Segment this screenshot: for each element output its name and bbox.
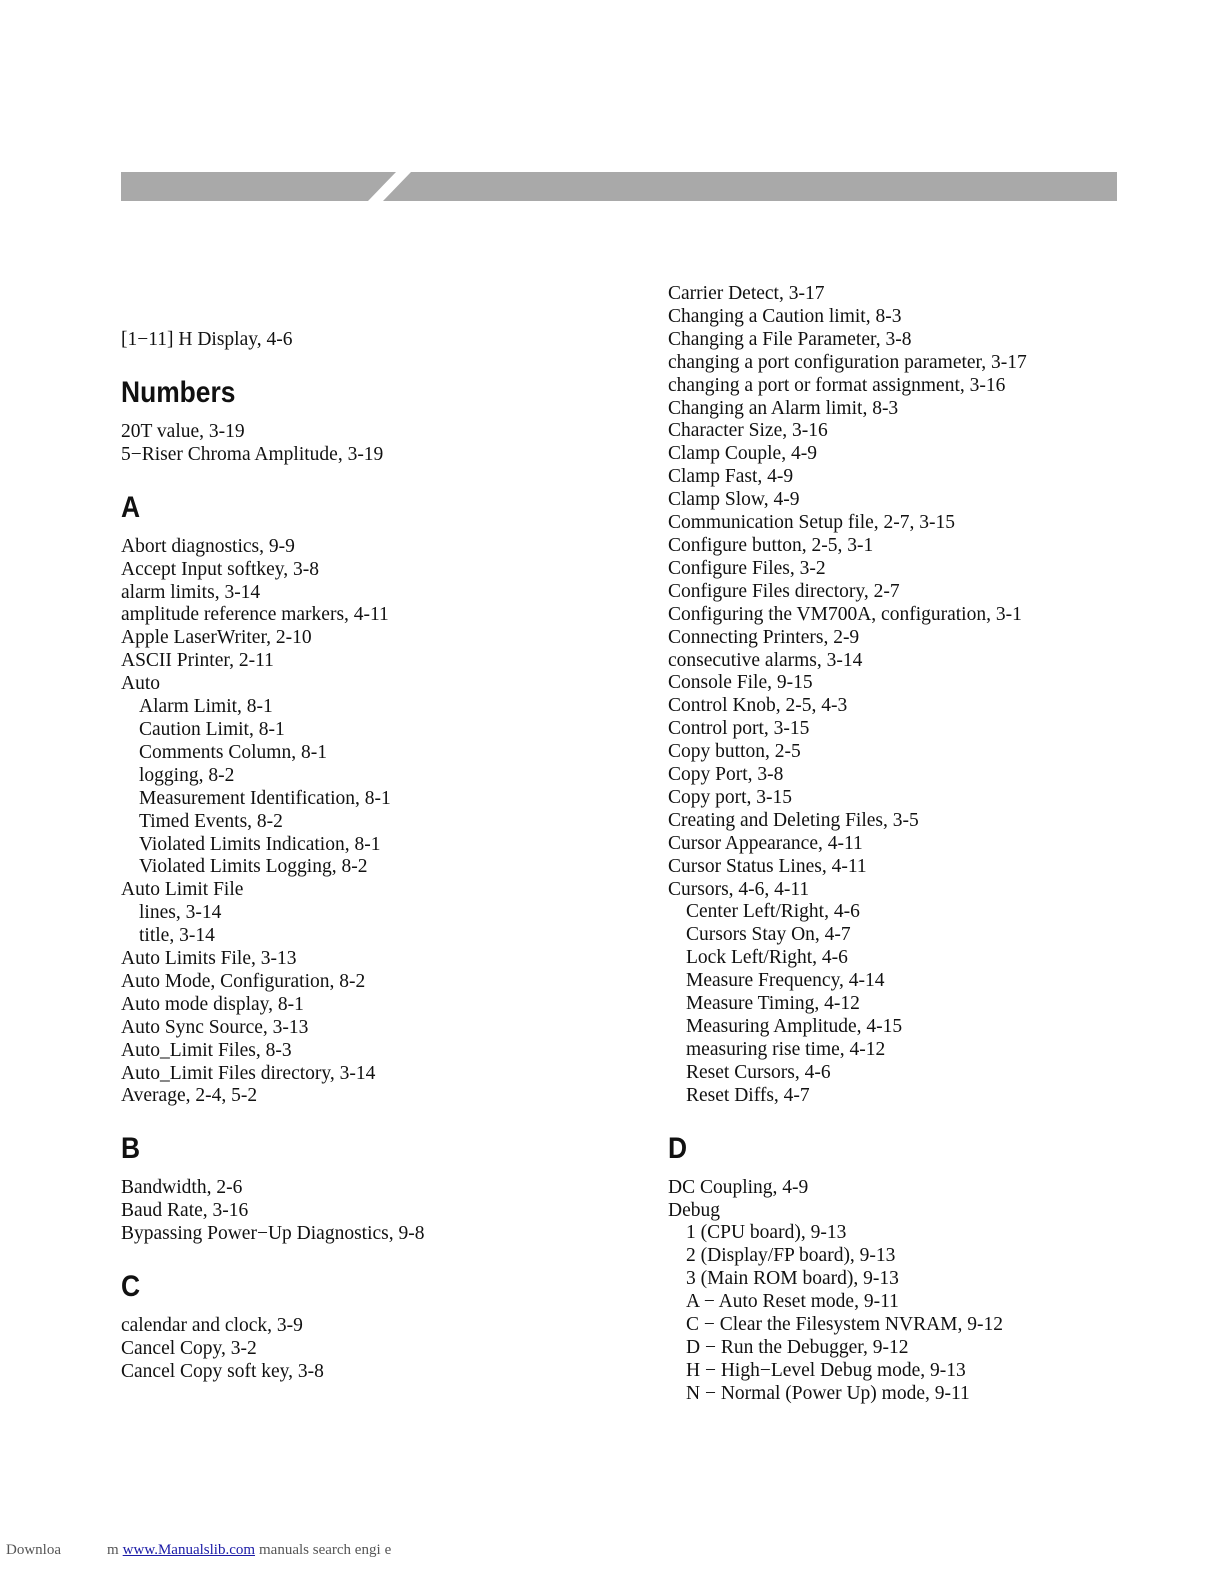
index-subentry: Comments Column, 8-1	[139, 741, 327, 763]
index-entry: Changing a Caution limit, 8-3	[668, 305, 902, 327]
index-entry: changing a port or format assignment, 3-16	[668, 374, 1006, 396]
index-entry: Cursor Status Lines, 4-11	[668, 855, 867, 877]
index-subentry: H − High−Level Debug mode, 9-13	[686, 1359, 966, 1381]
index-entry: Clamp Slow, 4-9	[668, 489, 800, 511]
index-entry: ASCII Printer, 2-11	[121, 650, 274, 672]
index-section	[121, 490, 661, 1109]
index-section	[668, 1131, 1208, 1406]
index-entry: amplitude reference markers, 4-11	[121, 604, 389, 626]
index-entry: [1−11] H Display, 4-6	[121, 329, 293, 350]
index-subentry: Lock Left/Right, 4-6	[686, 947, 848, 969]
index-entry: Abort diagnostics, 9-9	[121, 535, 295, 557]
index-entry: 20T value, 3-19	[121, 420, 245, 442]
index-entry: Auto Sync Source, 3-13	[121, 1016, 309, 1038]
index-entry: Bandwidth, 2-6	[121, 1177, 243, 1199]
index-subentry: measuring rise time, 4-12	[686, 1038, 886, 1060]
footer-text-3: manuals search engi	[259, 1542, 381, 1558]
index-subentry: Measurement Identification, 8-1	[139, 787, 391, 809]
index-entry: Debug	[668, 1199, 720, 1221]
index-subentry: C − Clear the Filesystem NVRAM, 9-12	[686, 1314, 1004, 1336]
index-subentry: Center Left/Right, 4-6	[686, 901, 860, 923]
index-entry: Bypassing Power−Up Diagnostics, 9-8	[121, 1223, 425, 1245]
index-entry: Creating and Deleting Files, 3-5	[668, 809, 919, 831]
right-sections	[668, 1131, 1208, 1406]
footer-text-2: m	[107, 1542, 119, 1558]
index-entry: changing a port configuration parameter, 3-17	[668, 351, 1027, 373]
left-sections	[121, 375, 661, 1384]
index-entry: Auto Mode, Configuration, 8-2	[121, 970, 366, 992]
index-subentry: 3 (Main ROM board), 9-13	[686, 1268, 899, 1290]
index-subentry: Caution Limit, 8-1	[139, 718, 285, 740]
index-entry: Copy port, 3-15	[668, 786, 793, 808]
index-entry: Configure Files, 3-2	[668, 557, 826, 579]
section-heading: C	[121, 1270, 141, 1304]
index-subentry: Violated Limits Indication, 8-1	[139, 833, 381, 855]
index-entry: Apple LaserWriter, 2-10	[121, 627, 312, 649]
index-entry: Changing an Alarm limit, 8-3	[668, 397, 899, 419]
index-entry: Cursors, 4-6, 4-11	[668, 878, 810, 900]
index-entry: alarm limits, 3-14	[121, 581, 261, 603]
index-subentry: Measure Timing, 4-12	[686, 993, 860, 1015]
index-entry: Clamp Couple, 4-9	[668, 443, 817, 465]
continued-entries	[668, 283, 1208, 1108]
manualslib-link[interactable]: www.Manualslib.com	[122, 1542, 256, 1558]
section-heading: B	[121, 1132, 141, 1166]
index-subentry: Reset Cursors, 4-6	[686, 1061, 831, 1083]
index-subentry: logging, 8-2	[139, 764, 235, 786]
index-section	[121, 375, 661, 467]
index-entry: Auto_Limit Files, 8-3	[121, 1039, 292, 1061]
index-subentry: Measure Frequency, 4-14	[686, 970, 885, 992]
index-entry: calendar and clock, 3-9	[121, 1315, 303, 1337]
index-entry: Communication Setup file, 2-7, 3-15	[668, 512, 956, 534]
index-entry: Copy button, 2-5	[668, 741, 801, 763]
index-entry: Configure button, 2-5, 3-1	[668, 534, 874, 556]
index-entry: Auto	[121, 673, 160, 695]
index-entry: 5−Riser Chroma Amplitude, 3-19	[121, 443, 384, 465]
index-subentry: Reset Diffs, 4-7	[686, 1084, 810, 1106]
index-entry: Connecting Printers, 2-9	[668, 626, 860, 648]
index-entry: DC Coupling, 4-9	[668, 1176, 809, 1198]
footer-text-1: Downloa	[6, 1542, 61, 1558]
index-entry: Control port, 3-15	[668, 718, 810, 740]
intro-entries	[121, 329, 661, 352]
index-subentry: Alarm Limit, 8-1	[139, 696, 273, 718]
index-entry: Accept Input softkey, 3-8	[121, 558, 320, 580]
index-subentry: Measuring Amplitude, 4-15	[686, 1016, 903, 1037]
index-entry: Control Knob, 2-5, 4-3	[668, 695, 848, 717]
index-subentry: Timed Events, 8-2	[139, 810, 283, 832]
index-entry: Auto_Limit Files directory, 3-14	[121, 1062, 376, 1084]
index-entry: Configuring the VM700A, configuration, 3-1	[668, 603, 1022, 625]
footer-text-4: e	[384, 1542, 392, 1558]
index-entry: Auto mode display, 8-1	[121, 993, 304, 1015]
index-subentry: title, 3-14	[139, 925, 215, 947]
index-column-right	[668, 283, 1208, 1406]
index-entry: Cursor Appearance, 4-11	[668, 832, 863, 854]
index-entry: Average, 2-4, 5-2	[121, 1085, 258, 1107]
section-heading: D	[668, 1131, 688, 1165]
index-entry: Character Size, 3-16	[668, 420, 828, 442]
index-entry: Copy Port, 3-8	[668, 764, 784, 786]
index-subentry: 1 (CPU board), 9-13	[686, 1222, 847, 1244]
section-heading: A	[121, 490, 141, 524]
index-entry: consecutive alarms, 3-14	[668, 649, 863, 671]
index-entry: Configure Files directory, 2-7	[668, 580, 900, 602]
index-subentry: A − Auto Reset mode, 9-11	[686, 1291, 899, 1313]
section-heading: Numbers	[121, 375, 236, 409]
index-entry: Baud Rate, 3-16	[121, 1200, 249, 1222]
index-section	[121, 1131, 661, 1246]
index-subentry: 2 (Display/FP board), 9-13	[686, 1245, 896, 1267]
index-subentry: N − Normal (Power Up) mode, 9-11	[686, 1382, 970, 1404]
index-entry: Changing a File Parameter, 3-8	[668, 328, 912, 350]
index-subentry: D − Run the Debugger, 9-12	[686, 1336, 909, 1358]
index-entry: Console File, 9-15	[668, 672, 813, 694]
index-entry: Auto Limit File	[121, 879, 244, 901]
download-footer	[6, 1542, 395, 1559]
header-bar	[121, 172, 1117, 201]
index-section	[121, 1269, 661, 1384]
index-subentry: Cursors Stay On, 4-7	[686, 924, 851, 946]
index-subentry: Violated Limits Logging, 8-2	[139, 856, 368, 878]
index-column-left	[121, 329, 661, 1384]
index-subentry: lines, 3-14	[139, 902, 222, 924]
index-entry: Auto Limits File, 3-13	[121, 948, 297, 970]
index-entry: Cancel Copy soft key, 3-8	[121, 1360, 324, 1382]
index-entry: Clamp Fast, 4-9	[668, 466, 794, 488]
index-entry: Cancel Copy, 3-2	[121, 1338, 257, 1359]
index-entry: Carrier Detect, 3-17	[668, 283, 825, 304]
